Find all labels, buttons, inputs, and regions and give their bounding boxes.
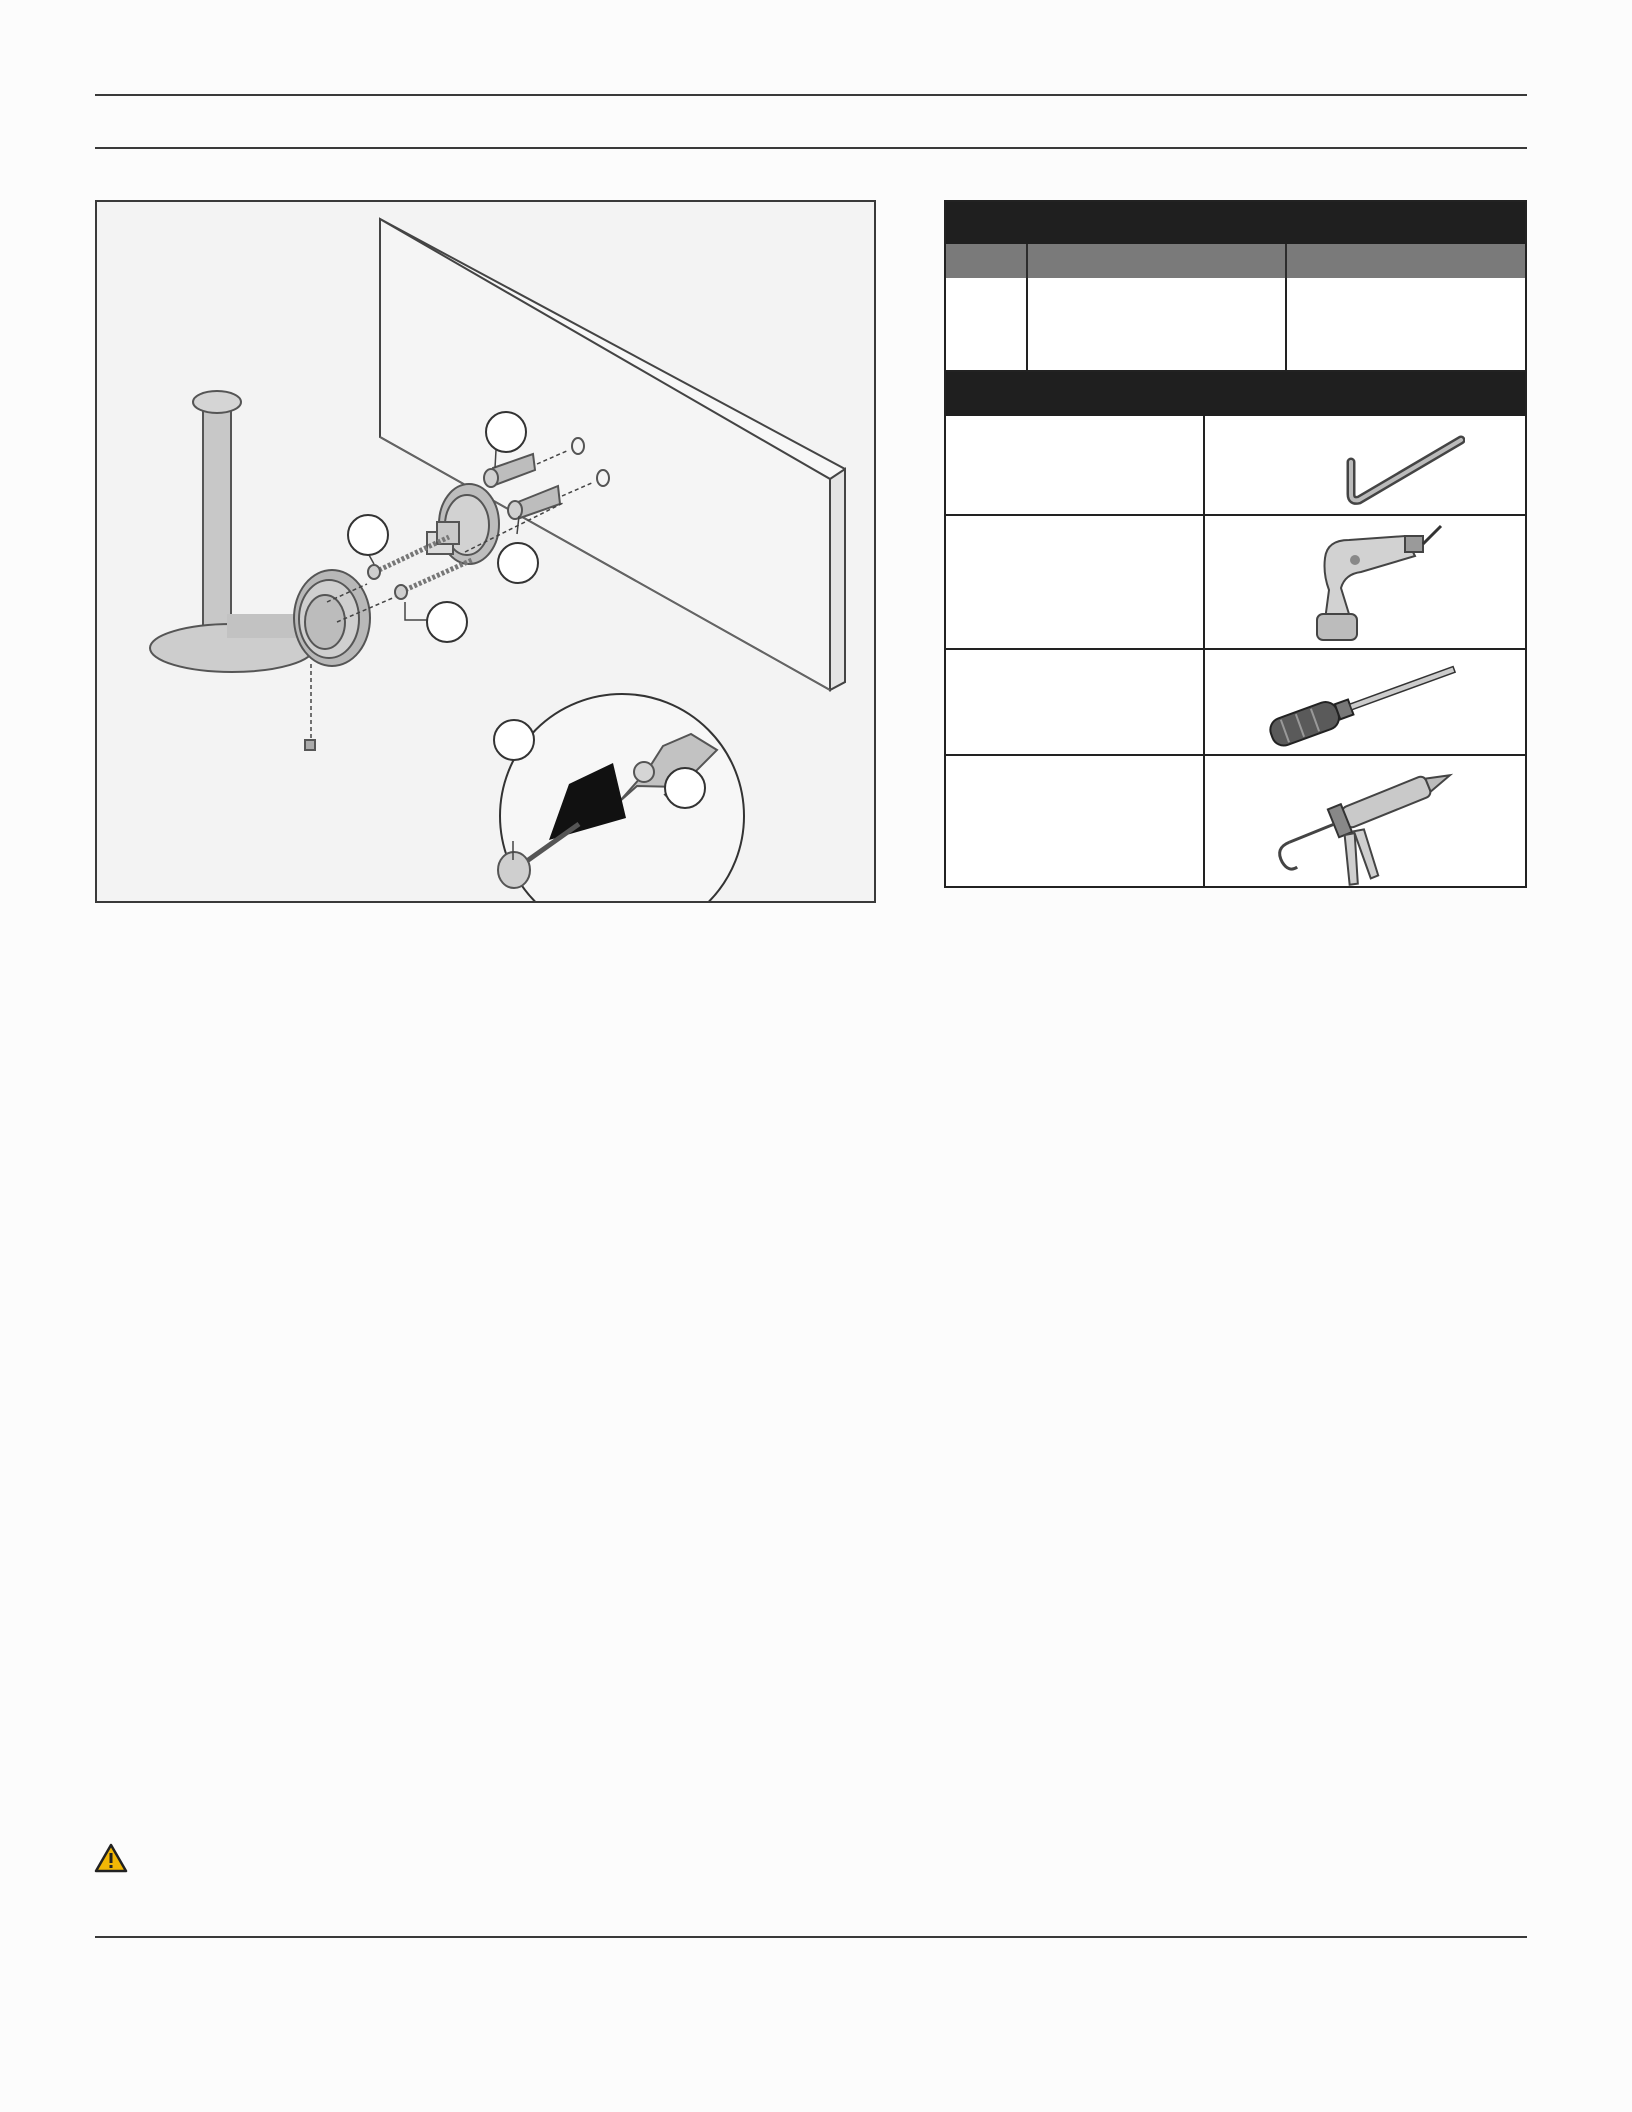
installation-diagram-drawing	[97, 202, 876, 903]
column-header	[1028, 244, 1287, 278]
installation-diagram	[95, 200, 876, 903]
tool-row	[946, 416, 1525, 516]
warning-icon	[94, 1843, 128, 1873]
holder-post	[150, 391, 317, 672]
detail-inset	[498, 694, 744, 903]
power-drill-icon	[1265, 516, 1465, 648]
callout-4	[427, 602, 467, 642]
tools-title-bar	[946, 372, 1525, 416]
mount-plate	[427, 484, 499, 564]
arm-flange	[294, 570, 370, 750]
parts-table-title	[946, 202, 1525, 222]
hex-key-icon	[1265, 416, 1465, 514]
screwdriver-icon	[1255, 650, 1475, 754]
tool-label	[946, 516, 1205, 648]
parts-table-header	[946, 244, 1525, 278]
callout-5	[494, 720, 534, 760]
parts-table-title-bar	[946, 202, 1525, 244]
table-row	[946, 278, 1525, 372]
title-rule	[95, 147, 1527, 149]
tool-row	[946, 516, 1525, 650]
top-rule	[95, 94, 1527, 96]
table-cell	[1287, 278, 1525, 370]
callout-1	[486, 412, 526, 452]
callout-2	[348, 515, 388, 555]
callout-6	[665, 768, 705, 808]
tool-label	[946, 416, 1205, 514]
table-cell	[1028, 278, 1287, 370]
footer-rule	[95, 1936, 1527, 1938]
table-cell	[946, 278, 1028, 370]
tool-label	[946, 650, 1205, 754]
column-header	[946, 244, 1028, 278]
tool-label	[946, 756, 1205, 886]
column-header	[1287, 244, 1525, 278]
tool-row	[946, 756, 1525, 886]
caulk-gun-icon	[1255, 756, 1475, 886]
tool-row	[946, 650, 1525, 756]
callout-3	[498, 543, 538, 583]
parts-table	[944, 200, 1527, 888]
tools-title	[946, 372, 1525, 392]
